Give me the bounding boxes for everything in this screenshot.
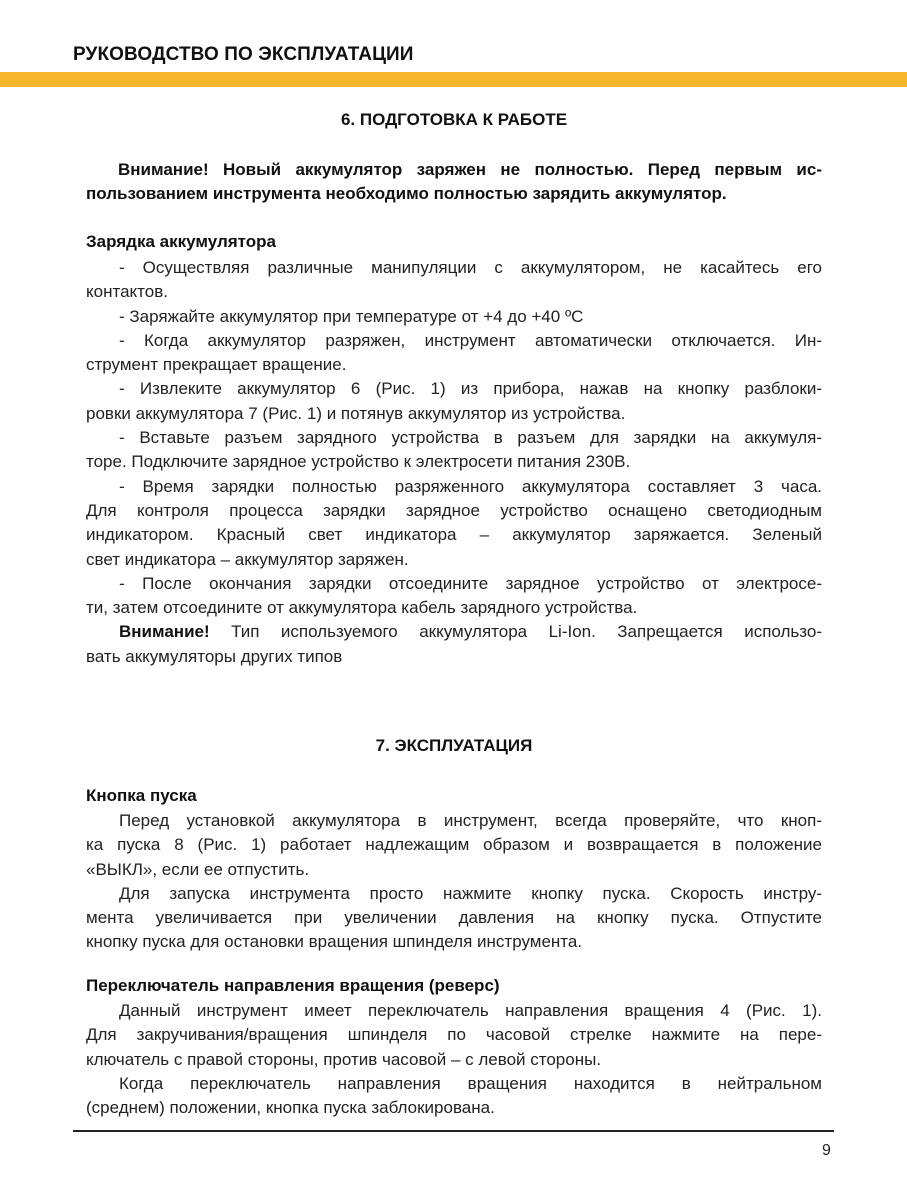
warning-line: пользованием инструмента необходимо полностью зарядить аккумулятор.: [86, 184, 727, 203]
footer-rule: [73, 1130, 834, 1132]
text-line: Для контроля процесса зарядки зарядное устройство оснащено светодиодным: [86, 500, 822, 520]
text-line: ровки аккумулятора 7 (Рис. 1) и потянув аккумулятор из устройства.: [86, 403, 626, 423]
reverse-paragraphs: [86, 999, 822, 1120]
text-line: (среднем) положении, кнопка пуска заблокирована.: [86, 1098, 495, 1118]
text-line: - Вставьте разъем зарядного устройства в разъем для зарядки на аккумуля-: [119, 428, 822, 448]
text-line: свет индикатора – аккумулятор заряжен.: [86, 549, 409, 569]
text-line: - Когда аккумулятор разряжен, инструмент автоматически отключается. Ин-: [119, 330, 822, 350]
warning-line: Внимание! Новый аккумулятор заряжен не полностью. Перед первым ис-: [118, 160, 822, 179]
section-6-title: 6. ПОДГОТОВКА К РАБОТЕ: [340, 110, 568, 129]
text-line: струмент прекращает вращение.: [86, 355, 347, 375]
charging-heading: Зарядка аккумулятора: [86, 232, 276, 251]
reverse-heading: Переключатель направления вращения (реверс): [86, 976, 500, 995]
text-line: - Заряжайте аккумулятор при температуре от +4 до +40 ºС: [119, 306, 584, 326]
text-line: индикатором. Красный свет индикатора – аккумулятор заряжается. Зеленый: [86, 525, 822, 545]
text-line: ключатель с правой стороны, против часовой – с левой стороны.: [86, 1049, 602, 1069]
text-line: - Извлеките аккумулятор 6 (Рис. 1) из прибора, нажав на кнопку разблоки-: [119, 379, 822, 399]
text-line: ти, затем отсоедините от аккумулятора кабель зарядного устройства.: [86, 598, 638, 618]
charging-paragraphs: [86, 256, 822, 669]
text-line: - После окончания зарядки отсоедините зарядное устройство от электросе-: [119, 573, 822, 593]
note-text: Тип используемого аккумулятора Li-Ion. Запрещается использо-: [231, 622, 822, 642]
text-line: «ВЫКЛ», если ее отпустить.: [86, 859, 310, 879]
text-line: Данный инструмент имеет переключатель направления вращения 4 (Рис. 1).: [119, 1001, 822, 1020]
text-line: контактов.: [86, 282, 168, 302]
text-line: Когда переключатель направления вращения находится в нейтральном: [119, 1073, 822, 1093]
text-line: - Время зарядки полностью разряженного аккумулятора составляет 3 часа.: [119, 476, 822, 496]
text-line: мента увеличивается при увеличении давления на кнопку пуска. Отпустите: [86, 908, 822, 928]
header-title: РУКОВОДСТВО ПО ЭКСПЛУАТАЦИИ: [73, 44, 414, 65]
text-line: вать аккумуляторы других типов: [86, 646, 343, 666]
note-label: Внимание!: [119, 622, 210, 642]
text-line: торе. Подключите зарядное устройство к электросети питания 230В.: [86, 452, 631, 472]
text-line: ка пуска 8 (Рис. 1) работает надлежащим образом и возвращается в положение: [86, 835, 822, 855]
warning-block: [86, 158, 822, 206]
note-line: [86, 620, 822, 644]
text-line: Для запуска инструмента просто нажмите кнопку пуска. Скорость инстру-: [119, 883, 822, 903]
start-button-paragraphs: [86, 809, 822, 955]
page-number: 9: [822, 1142, 831, 1159]
header-accent-bar: [0, 72, 907, 87]
text-line: Перед установкой аккумулятора в инструмент, всегда проверяйте, что кноп-: [119, 811, 822, 830]
text-line: кнопку пуска для остановки вращения шпинделя инструмента.: [86, 932, 583, 952]
section-7-title: 7. ЭКСПЛУАТАЦИЯ: [375, 736, 533, 755]
start-button-heading: Кнопка пуска: [86, 786, 197, 805]
text-line: Для закручивания/вращения шпинделя по часовой стрелке нажмите на пере-: [86, 1025, 822, 1045]
text-line: - Осуществляя различные манипуляции с аккумулятором, не касайтесь его: [119, 258, 822, 277]
